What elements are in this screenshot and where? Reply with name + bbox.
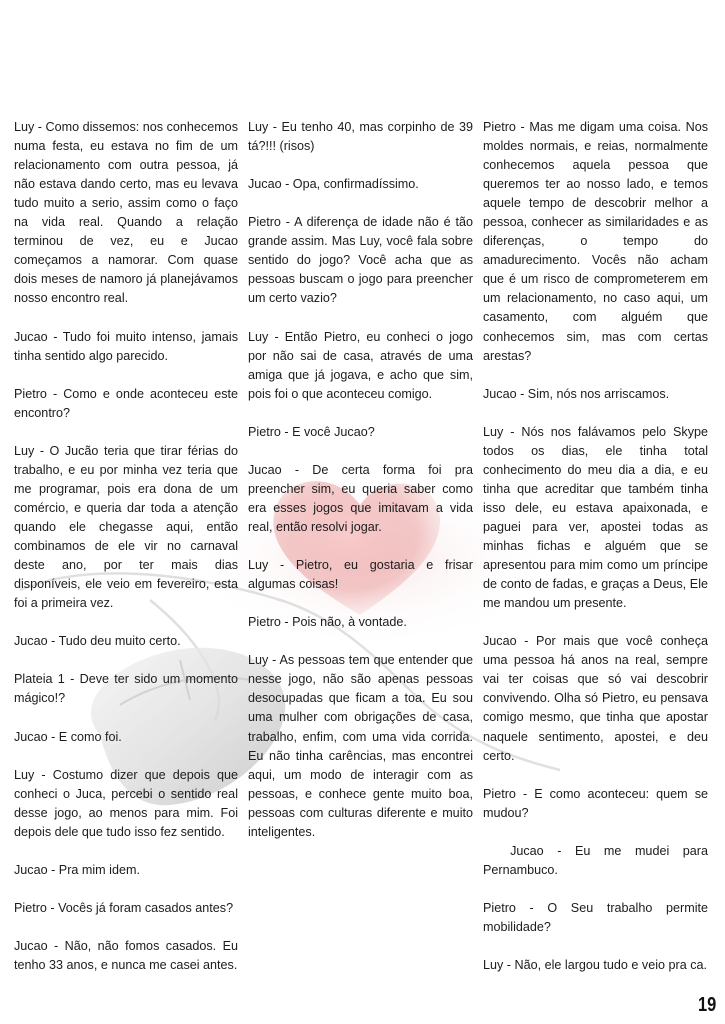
paragraph: Luy - Como dissemos: nos conhecemos numa festa, eu estava no fim de um relacionamento com outra pessoa, já não estava dando certo, mas eu levava tudo muito a serio, assim como o faço na vida real. Quando a relação terminou de vez, eu e Jucao começamos a namorar. Com quase dois meses de namoro já planejávamos nosso encontro real. <box>14 120 238 306</box>
paragraph: Jucao - Não, não fomos casados. Eu tenho 33 anos, e nunca me casei antes. <box>14 939 238 973</box>
paragraph: Pietro - E você Jucao? <box>248 424 375 439</box>
paragraph: Pietro - Vocês já foram casados antes? <box>14 900 234 915</box>
paragraph: Pietro - A diferença de idade não é tão grande assim. Mas Luy, você fala sobre sentido do jogo? Você acha que as pessoas buscam o jogo para preencher um certo vazio? <box>248 215 473 306</box>
paragraph: Luy - Então Pietro, eu conheci o jogo por não sai de casa, através de uma amiga que já jogava, e acho que sim, pois foi o que aconteceu comigo. <box>248 329 473 401</box>
paragraph: Jucao - E como foi. <box>14 729 122 744</box>
paragraph: Luy - Nós nos falávamos pelo Skype todos os dias, ele tinha total conhecimento do meu dia a dia, e eu tinha que acreditar que também tinha isso dele, eu estava apaixonada, e paguei para ver, apostei todas as minhas fichas e alguém que se apresentou para mim como um príncipe de conto de fadas, e graças a Deus, Ele me mandou um presente. <box>483 424 708 611</box>
paragraph: Luy - As pessoas tem que entender que nesse jogo, não são apenas pessoas desocupadas que ficam a toa. Eu sou uma mulher com obrigações de casa, trabalho, enfim, com uma vida corrida. Eu não tinha carências, mas encontrei aqui, um modo de interagir com as pessoas, e conhece gente muito boa, pessoas com culturas diferente e muito inteligentes. <box>248 653 473 839</box>
paragraph: Jucao - Pra mim idem. <box>14 862 140 877</box>
page-number: 19 <box>697 994 716 1016</box>
paragraph: Luy - Eu tenho 40, mas corpinho de 39 tá?!!! (risos) <box>248 120 473 154</box>
paragraph: Jucao - Tudo foi muito intenso, jamais tinha sentido algo parecido. <box>14 329 238 363</box>
paragraph: Luy - Pietro, eu gostaria e frisar algumas coisas! <box>248 558 473 592</box>
paragraph: Jucao - Por mais que você conheça uma pessoa há anos na real, sempre vai ter coisas que só vai descobrir convivendo. Olha só Pietro, eu pensava comigo mesmo, que tinha que apostar naquele sentimento, apostei, e deu certo. <box>483 634 708 763</box>
paragraph: Luy - Não, ele largou tudo e veio pra ca. <box>483 958 708 973</box>
paragraph: Jucao - Sim, nós nos arriscamos. <box>483 386 670 401</box>
paragraph: Jucao - Eu me mudei para Pernambuco. <box>483 843 708 877</box>
column-2 <box>248 118 473 861</box>
paragraph: Pietro - Pois não, à vontade. <box>248 615 407 630</box>
paragraph: Luy - Costumo dizer que depois que conheci o Juca, percebi o sentido real desse jogo, ao menos para mim. Foi depois dele que tudo isso fez sentido. <box>14 767 238 839</box>
paragraph: Pietro - E como aconteceu: quem se mudou? <box>483 786 708 820</box>
paragraph: Jucao - Tudo deu muito certo. <box>14 634 181 649</box>
paragraph: Luy - O Jucão teria que tirar férias do trabalho, e eu por minha vez teria que me programar, pois era dona de um comércio, e queria dar toda a atenção quando ele chegasse aqui, então combinamos de ele vir no carnaval deste ano, por ter mais dias disponíveis, ele veio em fevereiro, esta foi a primeira vez. <box>14 443 238 611</box>
paragraph: Pietro - Como e onde aconteceu este encontro? <box>14 386 238 420</box>
paragraph: Pietro - Mas me digam uma coisa. Nos moldes normais, e reias, normalmente conhecemos aquela pessoa que queremos ter ao nosso lado, e temos aquele tempo de descobrir melhor a pessoa, conhecer as similaridades e as diferenças, o tempo do amadurecimento. Vocês não acham que é um risco de comprometerem em um relacionamento, no caso aqui, um casamento, com alguém que conhecemos sim, mas com certas arestas? <box>483 120 708 363</box>
paragraph: Jucao - Opa, confirmadíssimo. <box>248 177 419 192</box>
paragraph: Plateia 1 - Deve ter sido um momento mágico!? <box>14 672 238 706</box>
paragraph: Pietro - O Seu trabalho permite mobilidade? <box>483 900 708 934</box>
paragraph: Jucao - De certa forma foi pra preencher sim, eu queria saber como era esses jogos que imitavam a vida real, então resolvi jogar. <box>248 462 473 534</box>
column-1 <box>14 118 238 994</box>
column-3 <box>483 118 708 994</box>
